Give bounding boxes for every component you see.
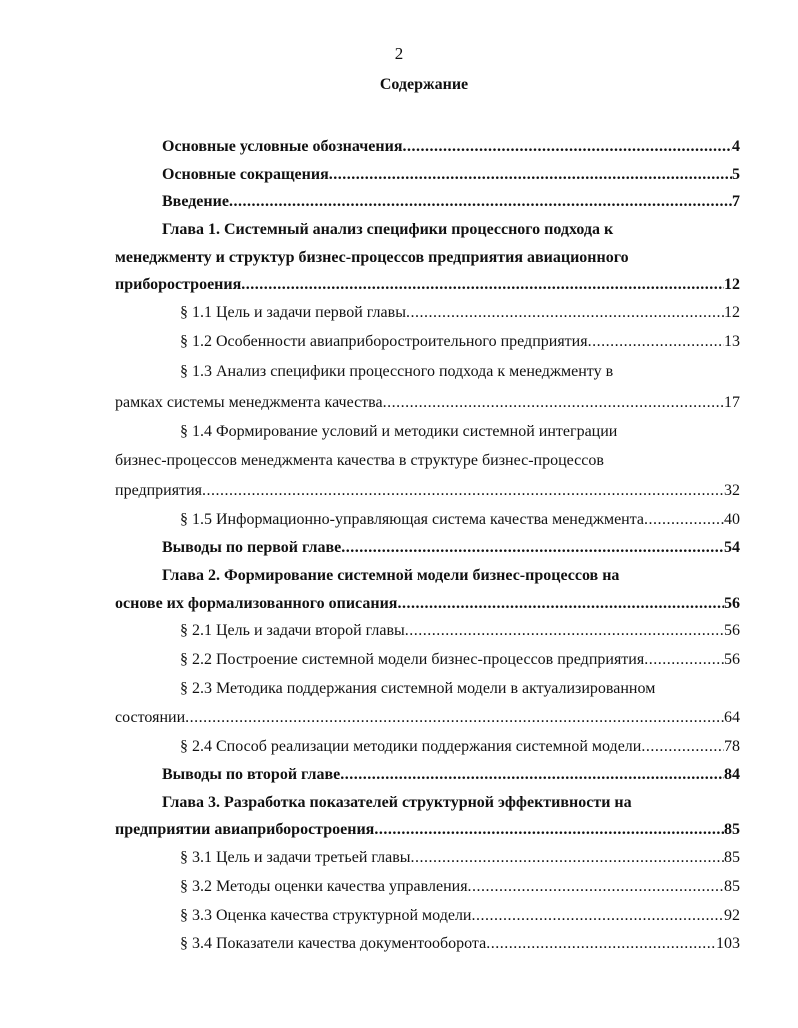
toc-entry-text: Выводы по первой главе — [162, 539, 342, 556]
toc-section-2-2[interactable] — [180, 650, 740, 670]
dot-leader — [383, 393, 724, 413]
toc-entry-page: 12 — [724, 276, 740, 293]
toc-entry-text: рамках системы менеджмента качества — [115, 394, 383, 411]
toc-entry-text: Введение — [162, 193, 229, 210]
toc-entry-page: 12 — [724, 304, 740, 321]
toc-entry-text: § 2.1 Цель и задачи второй главы — [180, 622, 405, 639]
toc-chapter-1-line-1[interactable]: Глава 1. Системный анализ специфики процессного подхода к — [162, 221, 614, 238]
toc-entry-page: 85 — [724, 849, 740, 866]
dot-leader — [229, 192, 732, 212]
toc-entry-text: Выводы по второй главе — [162, 766, 341, 783]
toc-section-1-4-line-3[interactable] — [115, 481, 740, 501]
toc-entry-text: § 3.4 Показатели качества документооборота — [180, 935, 487, 952]
dot-leader — [411, 848, 724, 868]
toc-entry-text: § 1.1 Цель и задачи первой главы — [180, 304, 406, 321]
toc-entry-text: состоянии — [115, 709, 186, 726]
toc-entry-abbreviations[interactable] — [162, 165, 740, 185]
toc-entry-page: 5 — [732, 166, 740, 183]
toc-section-1-2[interactable] — [180, 332, 740, 352]
toc-section-3-2[interactable] — [180, 877, 740, 897]
dot-leader — [486, 934, 716, 954]
toc-entry-page: 13 — [724, 333, 740, 350]
toc-conclusions-chapter-2[interactable] — [162, 765, 740, 785]
toc-section-1-4-line-1[interactable]: § 1.4 Формирование условий и методики системной интеграции — [180, 423, 618, 440]
toc-entry-text: Основные условные обозначения — [162, 138, 403, 155]
toc-chapter-3-line-2[interactable] — [115, 820, 740, 840]
toc-section-1-5[interactable] — [180, 510, 740, 530]
toc-entry-text: Основные сокращения — [162, 166, 329, 183]
toc-entry-page: 4 — [732, 138, 740, 155]
toc-entry-introduction[interactable] — [162, 192, 740, 212]
dot-leader — [402, 137, 732, 157]
toc-entry-page: 103 — [716, 935, 740, 952]
dot-leader — [340, 765, 724, 785]
toc-entry-page: 84 — [724, 766, 740, 783]
toc-entry-text: § 2.4 Способ реализации методики поддержания системной модели — [180, 738, 642, 755]
toc-section-2-4[interactable] — [180, 737, 740, 757]
toc-chapter-2-line-2[interactable] — [115, 594, 740, 614]
toc-entry-page: 64 — [724, 709, 740, 726]
toc-section-1-1[interactable] — [180, 303, 740, 323]
toc-section-3-3[interactable] — [180, 906, 740, 926]
toc-entry-page: 56 — [724, 622, 740, 639]
dot-leader — [405, 621, 724, 641]
toc-entry-page: 54 — [724, 539, 740, 556]
dot-leader — [406, 303, 724, 323]
dot-leader — [341, 538, 724, 558]
toc-entry-text: § 3.1 Цель и задачи третьей главы — [180, 849, 411, 866]
dot-leader — [641, 737, 724, 757]
toc-chapter-1-line-2[interactable]: менеджменту и структур бизнес-процессов предприятия авиационного — [115, 249, 629, 266]
toc-section-3-1[interactable] — [180, 848, 740, 868]
toc-section-2-3-line-2[interactable] — [115, 708, 740, 728]
page-number: 2 — [394, 44, 404, 63]
dot-leader — [241, 275, 724, 295]
toc-entry-text: § 1.2 Особенности авиаприборостроительного предприятия — [180, 333, 588, 350]
toc-entry-page: 17 — [724, 394, 740, 411]
toc-chapter-3-line-1[interactable]: Глава 3. Разработка показателей структурной эффективности на — [162, 794, 632, 811]
toc-title: Содержание — [379, 76, 469, 93]
toc-section-2-1[interactable] — [180, 621, 740, 641]
toc-entry-text: § 1.5 Информационно-управляющая система качества менеджмента — [180, 511, 645, 528]
dot-leader — [644, 650, 724, 670]
toc-entry-notations[interactable] — [162, 137, 740, 157]
toc-entry-text: § 3.2 Методы оценки качества управления — [180, 878, 468, 895]
toc-entry-page: 85 — [724, 821, 740, 838]
toc-section-1-3-line-1[interactable]: § 1.3 Анализ специфики процессного подхода к менеджменту в — [180, 363, 614, 380]
toc-entry-page: 7 — [732, 193, 740, 210]
toc-entry-page: 40 — [724, 511, 740, 528]
dot-leader — [397, 594, 724, 614]
dot-leader — [472, 906, 725, 926]
toc-entry-text: предприятия — [115, 482, 202, 499]
dot-leader — [468, 877, 724, 897]
toc-section-1-3-line-2[interactable] — [115, 393, 740, 413]
dot-leader — [202, 481, 724, 501]
toc-entry-text: предприятии авиаприборостроения — [115, 821, 375, 838]
toc-entry-text: основе их формализованного описания — [115, 595, 398, 612]
toc-entry-page: 92 — [724, 907, 740, 924]
toc-entry-text: приборостроения — [115, 276, 242, 293]
dot-leader — [374, 820, 724, 840]
dot-leader — [329, 165, 732, 185]
toc-section-1-4-line-2[interactable]: бизнес-процессов менеджмента качества в структуре бизнес-процессов — [115, 452, 604, 469]
toc-entry-page: 85 — [724, 878, 740, 895]
toc-conclusions-chapter-1[interactable] — [162, 538, 740, 558]
toc-entry-text: § 3.3 Оценка качества структурной модели — [180, 907, 472, 924]
toc-chapter-1-line-3[interactable] — [115, 275, 740, 295]
toc-chapter-2-line-1[interactable]: Глава 2. Формирование системной модели бизнес-процессов на — [162, 567, 620, 584]
toc-entry-page: 56 — [724, 595, 740, 612]
dot-leader — [644, 510, 724, 530]
toc-entry-page: 32 — [724, 482, 740, 499]
dot-leader — [588, 332, 724, 352]
toc-entry-page: 56 — [724, 651, 740, 668]
toc-section-3-4[interactable] — [180, 934, 740, 954]
dot-leader — [185, 708, 724, 728]
toc-entry-text: § 2.2 Построение системной модели бизнес-процессов предприятия — [180, 651, 645, 668]
toc-section-2-3-line-1[interactable]: § 2.3 Методика поддержания системной модели в актуализированном — [180, 680, 656, 697]
toc-entry-page: 78 — [724, 738, 740, 755]
